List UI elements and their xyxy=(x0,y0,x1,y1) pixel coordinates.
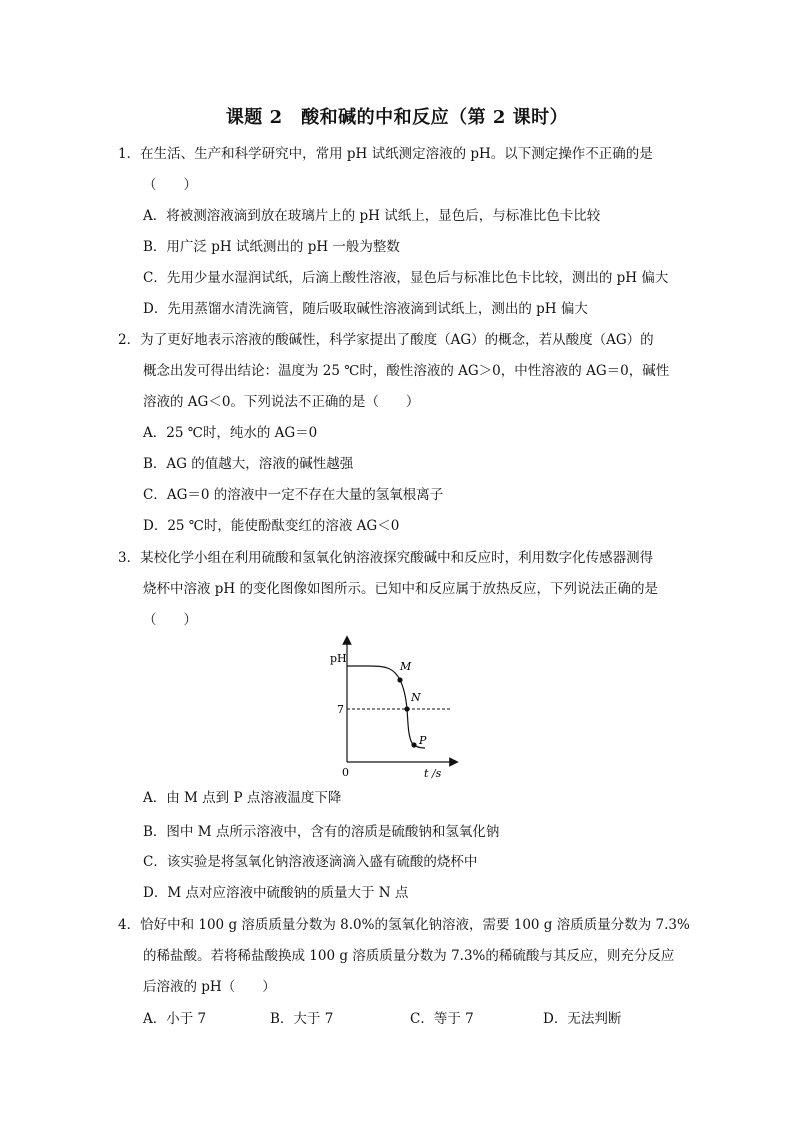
q4-stem-line-1: 4．恰好中和 100 g 溶质质量分数为 8.0%的氢氧化钠溶液，需要 100 g 溶质质量分数为 7.3% xyxy=(118,917,690,933)
q3-option-a: A．由 M 点到 P 点溶液温度下降 xyxy=(143,790,342,806)
q1-option-c: C．先用少量水湿润试纸，后滴上酸性溶液，显色后与标准比色卡比较，测出的 pH 偏大 xyxy=(143,270,669,286)
q1-answer-blank: （ ） xyxy=(143,177,197,193)
q4-option-c: C．等于 7 xyxy=(410,1011,474,1027)
point-m-marker xyxy=(397,677,402,682)
q3-option-c: C．该实验是将氢氧化钠溶液逐滴滴入盛有硫酸的烧杯中 xyxy=(143,854,478,870)
q3-stem-line-1: 3．某校化学小组在利用硫酸和氢氧化钠溶液探究酸碱中和反应时，利用数字化传感器测得 xyxy=(118,550,654,566)
q2-option-c: C．AG＝0 的溶液中一定不存在大量的氢氧根离子 xyxy=(143,487,444,503)
q4-stem-line-2: 的稀盐酸。若将稀盐酸换成 100 g 溶质质量分数为 7.3%的稀硫酸与其反应，则充分反应 xyxy=(143,948,675,964)
q2-stem-line-2: 概念出发可得出结论：温度为 25 ℃时，酸性溶液的 AG＞0，中性溶液的 AG＝0，碱性 xyxy=(143,363,670,379)
ph-curve xyxy=(347,666,425,748)
origin-label: 0 xyxy=(342,766,349,779)
q2-stem-line-3: 溶液的 AG＜0。下列说法不正确的是（ ） xyxy=(143,394,420,410)
y-axis-label: pH xyxy=(330,652,347,665)
q2-option-b: B．AG 的值越大，溶液的碱性越强 xyxy=(143,456,354,472)
q2-option-d: D．25 ℃时，能使酚酞变红的溶液 AG＜0 xyxy=(143,518,400,534)
q1-option-a: A．将被测溶液滴到放在玻璃片上的 pH 试纸上，显色后，与标准比色卡比较 xyxy=(143,208,601,224)
y-tick-7-label: 7 xyxy=(337,703,344,716)
q4-stem-line-3: 后溶液的 pH（ ） xyxy=(143,979,276,995)
q3-option-d: D．M 点对应溶液中硫酸钠的质量大于 N 点 xyxy=(143,885,409,901)
q4-option-b: B．大于 7 xyxy=(270,1011,334,1027)
q1-option-b: B．用广泛 pH 试纸测出的 pH 一般为整数 xyxy=(143,239,400,255)
x-axis-label: t /s xyxy=(424,767,442,780)
q4-option-a: A．小于 7 xyxy=(143,1011,207,1027)
q3-answer-blank: （ ） xyxy=(143,612,197,628)
point-n-marker xyxy=(404,706,409,711)
point-p-label: P xyxy=(419,734,427,747)
q1-stem-line-1: 1．在生活、生产和科学研究中，常用 pH 试纸测定溶液的 pH。以下测定操作不正确的是 xyxy=(118,146,653,162)
q3-option-b: B．图中 M 点所示溶液中，含有的溶质是硫酸钠和氢氧化钠 xyxy=(143,824,500,840)
point-m-label: M xyxy=(400,660,412,673)
point-n-label: N xyxy=(411,691,421,704)
q2-option-a: A．25 ℃时，纯水的 AG＝0 xyxy=(143,425,318,441)
point-p-marker xyxy=(411,742,416,747)
q3-stem-line-2: 烧杯中溶液 pH 的变化图像如图所示。已知中和反应属于放热反应，下列说法正确的是 xyxy=(143,581,658,597)
q2-stem-line-1: 2．为了更好地表示溶液的酸碱性，科学家提出了酸度（AG）的概念，若从酸度（AG）的 xyxy=(118,332,654,348)
q1-option-d: D．先用蒸馏水清洗滴管，随后吸取碱性溶液滴到试纸上，测出的 pH 偏大 xyxy=(143,301,588,317)
q4-option-d: D．无法判断 xyxy=(543,1011,622,1027)
page-title: 课题 2 酸和碱的中和反应（第 2 课时） xyxy=(225,107,569,128)
ph-curve-figure xyxy=(322,632,462,780)
